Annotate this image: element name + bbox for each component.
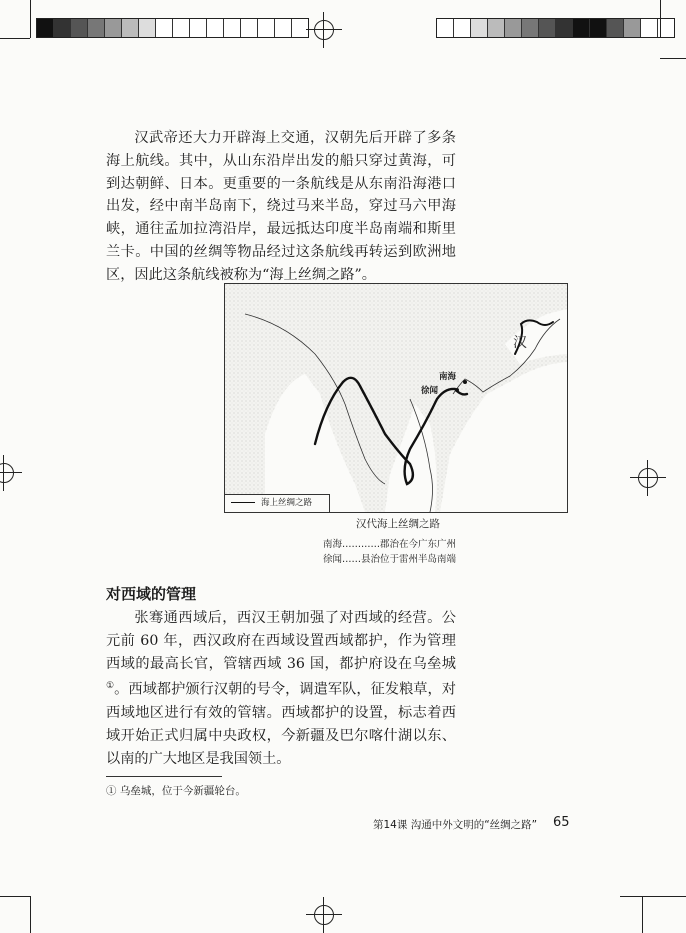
map-drawing xyxy=(225,284,567,512)
map-caption: 汉代海上丝绸之路 xyxy=(356,518,440,530)
legend-line-icon xyxy=(231,502,255,504)
map-legend xyxy=(225,494,330,512)
crop-mark xyxy=(660,58,686,59)
section-paragraph-text: 张骞通西域后，西汉王朝加强了对西域的经营。公元前 60 年，西汉政府在西域设置西域都护，作为管理西域的最高长官，管辖西域 36 国，都护府设在乌垒城 xyxy=(106,610,456,672)
page-number: 65 xyxy=(553,815,570,830)
crop-mark xyxy=(642,896,643,933)
registration-mark-icon xyxy=(0,455,22,491)
port-marker-icon xyxy=(455,388,459,392)
footnote-marker: ① xyxy=(106,681,115,692)
section-paragraph xyxy=(106,607,456,770)
map-notes xyxy=(323,537,456,567)
crop-mark xyxy=(620,896,686,897)
color-bar-left xyxy=(36,18,309,38)
crop-mark xyxy=(30,896,31,933)
crop-mark xyxy=(30,0,31,38)
footnote-divider xyxy=(106,776,222,777)
map-label-xuwen: 徐闻 xyxy=(421,386,439,396)
crop-mark xyxy=(660,0,661,38)
registration-mark-icon xyxy=(306,897,342,933)
running-footer: 第14课 沟通中外文明的“丝绸之路” xyxy=(373,819,538,831)
crop-mark xyxy=(0,896,30,897)
map-label-han: 汉 xyxy=(513,335,527,351)
registration-mark-icon xyxy=(306,12,342,48)
body-paragraph-text: 汉武帝还大力开辟海上交通，汉朝先后开辟了多条海上航线。其中，从山东沿岸出发的船只穿过黄海，可到达朝鲜、日本。更重要的一条航线是从东南沿海港口出发，经中南半岛南下，绕过马来半岛，穿过马六甲海峡，通往孟加拉湾沿岸，最远抵达印度半岛南端和斯里兰卡。中国的丝绸等物品经过这条航线再转运到欧洲地区，因此这条航线被称为“海上丝绸之路”。 xyxy=(106,130,456,283)
map-note: 徐闻……县治位于雷州半岛南端 xyxy=(323,554,457,565)
map-note: 南海…………郡治在今广东广州 xyxy=(323,539,457,550)
map-figure xyxy=(224,283,568,513)
section-title: 对西域的管理 xyxy=(106,585,197,603)
section-paragraph-text-2: 。西域都护颁行汉朝的号令，调遣军队，征发粮草，对西域地区进行有效的管辖。西域都护的设置，标志着西域开始正式归属中央政权，今新疆及巴尔喀什湖以东、以南的广大地区是我国领土。 xyxy=(106,682,456,767)
port-marker-icon xyxy=(463,380,467,384)
body-paragraph xyxy=(106,127,456,287)
footnote: ① 乌垒城，位于今新疆轮台。 xyxy=(106,785,246,797)
crop-mark xyxy=(0,38,30,39)
color-bar-right xyxy=(436,18,675,38)
map-label-nanhai: 南海 xyxy=(439,372,457,382)
legend-label: 海上丝绸之路 xyxy=(261,498,313,508)
registration-mark-icon xyxy=(630,460,666,496)
